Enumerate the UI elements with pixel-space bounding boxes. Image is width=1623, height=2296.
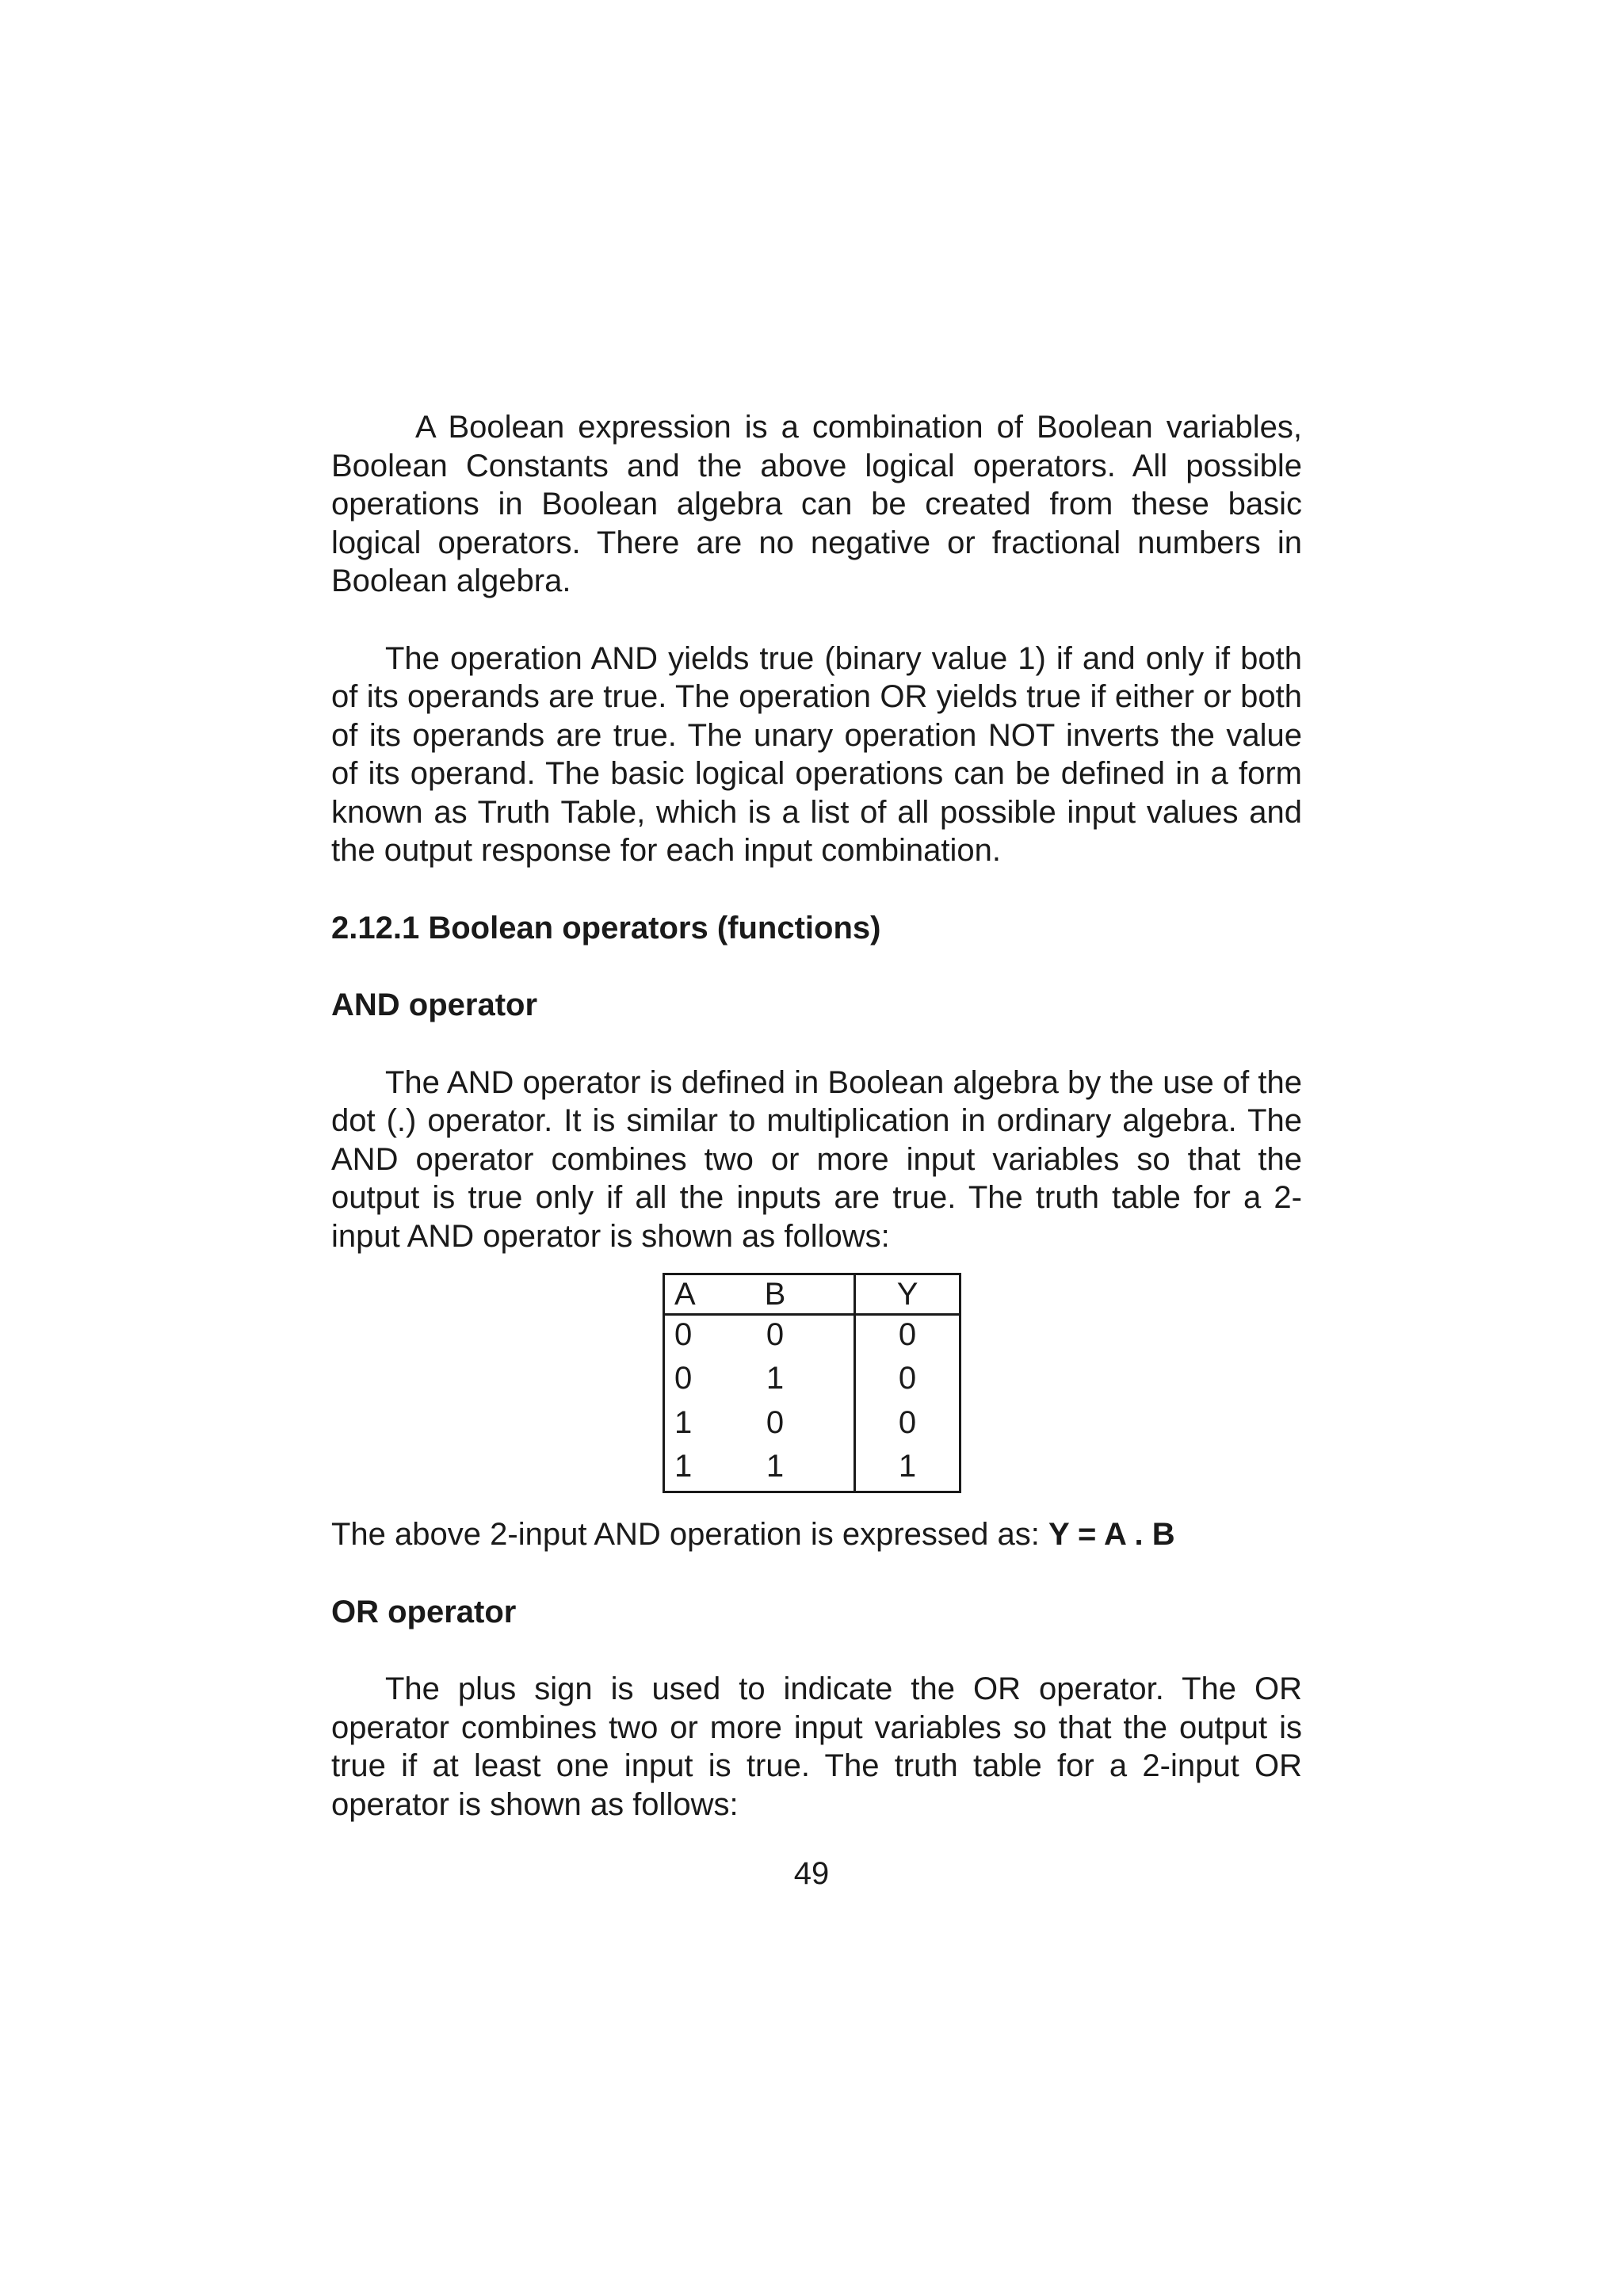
cell-b: 1 — [766, 1448, 785, 1484]
and-operator-heading: AND operator — [331, 988, 538, 1022]
paragraph-boolean-expression: A Boolean expression is a combination of Boolean variables, Boolean Constants and the above logical operators. All possible operations in Boolean algebra can be created from these basic logical operators. There are no negative or fractional numbers in Boolean algebra. — [331, 410, 1302, 598]
expression-prefix: The above 2-input AND operation is expressed as: — [331, 1517, 1048, 1552]
section-heading: 2.12.1 Boolean operators (functions) — [331, 910, 881, 946]
page-number: 49 — [793, 1856, 830, 1891]
header-a: A — [665, 1275, 697, 1315]
cell-y: 0 — [855, 1315, 959, 1360]
cell-a: 1 — [674, 1404, 693, 1440]
cell-a: 0 — [674, 1361, 693, 1396]
cell-b: 1 — [766, 1361, 785, 1396]
cell-a: 0 — [674, 1317, 693, 1352]
table-row — [665, 1404, 959, 1447]
table-row — [665, 1315, 959, 1360]
table-header-row — [665, 1275, 959, 1315]
cell-y: 0 — [855, 1359, 959, 1403]
and-expression-line — [331, 1515, 1302, 1554]
header-b: B — [697, 1275, 855, 1315]
paragraph-operations: The operation AND yields true (binary value 1) if and only if both of its operands are true. The operation OR yields true if either or both of its operands are true. The unary operation NOT inverts the value of its operand. The basic logical operations can be defined in a form known as Truth Table, which is a list of all possible input values and the output response for each input combination. — [331, 640, 1302, 868]
page-content — [331, 408, 1302, 1824]
truth-table-grid — [665, 1275, 959, 1491]
and-operator-paragraph: The AND operator is defined in Boolean algebra by the use of the dot (.) operator. It is similar to multiplication in ordinary algebra. The AND operator combines two or more input variables so that the output is true only if all the inputs are true. The truth table for a 2-input AND operator is shown as follows: — [331, 1064, 1302, 1254]
cell-a: 1 — [674, 1448, 693, 1484]
or-operator-paragraph: The plus sign is used to indicate the OR operator. The OR operator combines two or more input variables so that the output is true if at least one input is true. The truth table for a 2-input OR operator is shown as follows: — [331, 1671, 1302, 1822]
and-expression: Y = A . B — [1048, 1517, 1175, 1552]
cell-y: 0 — [855, 1404, 959, 1447]
cell-y: 1 — [855, 1447, 959, 1491]
header-y: Y — [855, 1275, 959, 1315]
and-truth-table — [663, 1273, 961, 1493]
cell-b: 0 — [766, 1404, 785, 1440]
table-row — [665, 1447, 959, 1491]
table-row — [665, 1359, 959, 1403]
cell-b: 0 — [766, 1317, 785, 1352]
or-operator-heading: OR operator — [331, 1594, 517, 1629]
